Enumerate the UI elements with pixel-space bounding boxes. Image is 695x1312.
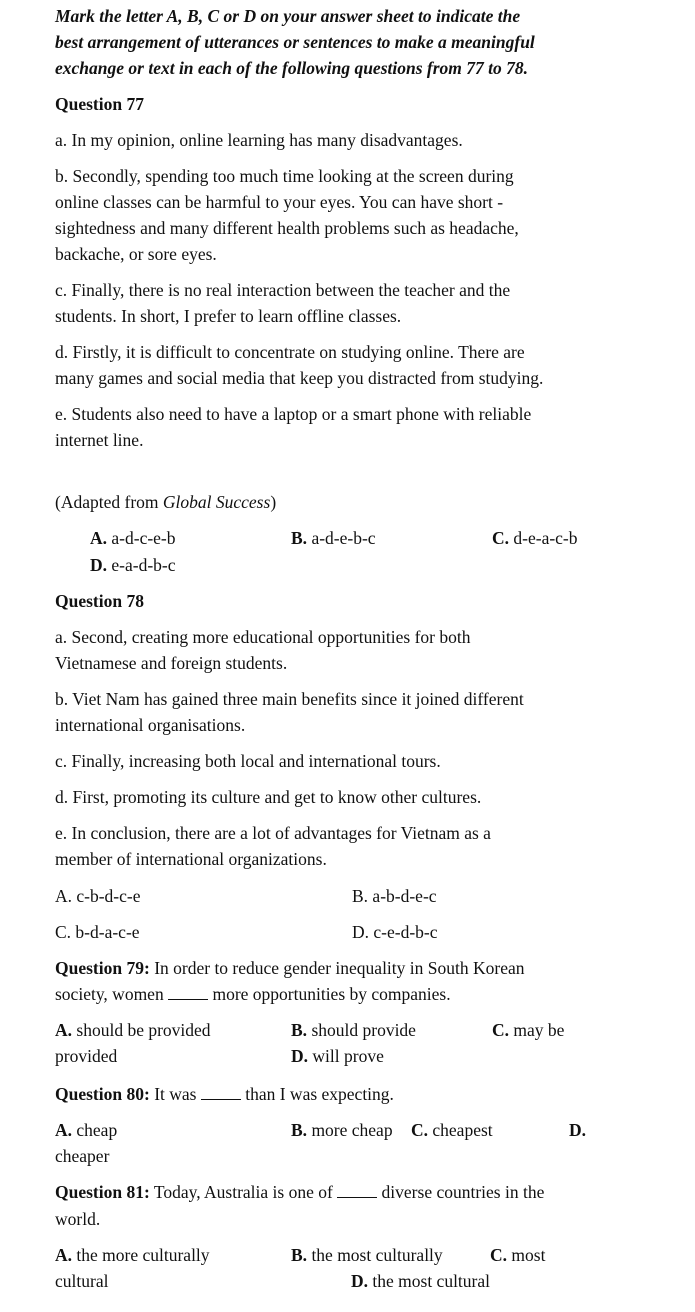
- q79-option-c[interactable]: [492, 1017, 564, 1043]
- option-text: a-d-e-b-c: [307, 528, 376, 548]
- q80-option-d[interactable]: [569, 1117, 586, 1143]
- option-text: should provide: [307, 1020, 416, 1040]
- q81-option-a[interactable]: [55, 1242, 210, 1268]
- q78-sentence-d: d. First, promoting its culture and get to know other cultures.: [55, 787, 482, 807]
- q80-option-c[interactable]: [411, 1117, 493, 1143]
- q81-stem-line-2: world.: [55, 1209, 101, 1229]
- option-text: may be: [509, 1020, 565, 1040]
- q78-title: Question 78: [55, 591, 144, 611]
- option-letter: A.: [55, 1245, 73, 1265]
- q78-sentence-a-line-2: Vietnamese and foreign students.: [55, 653, 288, 673]
- option-letter: B.: [291, 1120, 308, 1140]
- q78-option-b[interactable]: B. a-b-d-e-c: [352, 886, 437, 906]
- option-letter: C.: [490, 1245, 508, 1265]
- q77-option-b[interactable]: [291, 525, 376, 551]
- q79-text-2a: society, women: [55, 984, 169, 1004]
- q77-sentence-d-line-2: many games and social media that keep you distracted from studying.: [55, 368, 544, 388]
- q81-label: Question 81:: [55, 1182, 150, 1202]
- option-letter: B.: [291, 1020, 308, 1040]
- q77-option-d[interactable]: [90, 552, 176, 578]
- q77-source-prefix: (Adapted from: [55, 492, 163, 512]
- instructions-line-1: Mark the letter A, B, C or D on your answer sheet to indicate the: [55, 6, 521, 26]
- option-letter: A.: [55, 1020, 73, 1040]
- q78-sentence-a-line-1: a. Second, creating more educational opportunities for both: [55, 627, 471, 647]
- q77-option-c[interactable]: [492, 525, 578, 551]
- option-letter: C.: [492, 528, 510, 548]
- q77-sentence-c-line-1: c. Finally, there is no real interaction between the teacher and the: [55, 280, 511, 300]
- q77-sentence-d-line-1: d. Firstly, it is difficult to concentrate on studying online. There are: [55, 342, 525, 362]
- q77-sentence-e-line-2: internet line.: [55, 430, 144, 450]
- q77-sentence-b-line-1: b. Secondly, spending too much time looking at the screen during: [55, 166, 514, 186]
- option-text: a-d-c-e-b: [107, 528, 176, 548]
- option-letter: D.: [351, 1271, 369, 1291]
- q79-stem-line-2: [55, 981, 451, 1007]
- instructions-line-3: exchange or text in each of the following questions from 77 to 78.: [55, 58, 529, 78]
- q79-option-a[interactable]: [55, 1017, 211, 1043]
- q78-option-d[interactable]: D. c-e-d-b-c: [352, 922, 438, 942]
- q79-text-1: In order to reduce gender inequality in South Korean: [149, 958, 525, 978]
- q81-option-a-wrap: cultural: [55, 1271, 109, 1291]
- q77-source: [55, 489, 276, 515]
- option-text: the most cultural: [368, 1271, 491, 1291]
- q80-option-b[interactable]: [291, 1117, 393, 1143]
- q79-option-a-wrap: provided: [55, 1046, 118, 1066]
- q78-sentence-b-line-1: b. Viet Nam has gained three main benefits since it joined different: [55, 689, 524, 709]
- q79-option-d[interactable]: [291, 1043, 384, 1069]
- q78-option-a[interactable]: A. c-b-d-c-e: [55, 886, 141, 906]
- q77-sentence-e-line-1: e. Students also need to have a laptop or a smart phone with reliable: [55, 404, 532, 424]
- q78-sentence-e-line-1: e. In conclusion, there are a lot of advantages for Vietnam as a: [55, 823, 491, 843]
- option-letter: C.: [411, 1120, 429, 1140]
- q81-option-c[interactable]: [490, 1242, 545, 1268]
- option-text: most: [507, 1245, 546, 1265]
- q79-label: Question 79:: [55, 958, 150, 978]
- q77-source-title: Global Success: [162, 492, 271, 512]
- option-text: should be provided: [72, 1020, 211, 1040]
- option-text: cheap: [72, 1120, 118, 1140]
- q77-sentence-b-line-2: online classes can be harmful to your eyes. You can have short -: [55, 192, 504, 212]
- q77-option-a[interactable]: [90, 525, 176, 551]
- q80-option-a[interactable]: [55, 1117, 117, 1143]
- q81-text-2: diverse countries in the: [377, 1182, 545, 1202]
- option-letter: A.: [55, 1120, 73, 1140]
- q78-sentence-e-line-2: member of international organizations.: [55, 849, 327, 869]
- q78-option-c[interactable]: C. b-d-a-c-e: [55, 922, 140, 942]
- q77-sentence-b-line-4: backache, or sore eyes.: [55, 244, 217, 264]
- q81-text-1: Today, Australia is one of: [149, 1182, 338, 1202]
- q81-blank: [337, 1183, 377, 1198]
- option-letter: B.: [291, 1245, 308, 1265]
- option-text: cheapest: [428, 1120, 493, 1140]
- q80-stem: [55, 1081, 394, 1107]
- option-text: e-a-d-b-c: [107, 555, 176, 575]
- q78-sentence-c: c. Finally, increasing both local and international tours.: [55, 751, 441, 771]
- q79-option-b[interactable]: [291, 1017, 416, 1043]
- option-letter: B.: [291, 528, 308, 548]
- q80-text-1: It was: [149, 1084, 201, 1104]
- option-letter: D.: [291, 1046, 309, 1066]
- q81-option-b[interactable]: [291, 1242, 443, 1268]
- q77-sentence-b-line-3: sightedness and many different health problems such as headache,: [55, 218, 519, 238]
- instructions-line-2: best arrangement of utterances or sentences to make a meaningful: [55, 32, 535, 52]
- option-text: the more culturally: [72, 1245, 210, 1265]
- q81-stem-line-1: [55, 1179, 544, 1205]
- q77-source-suffix: ): [270, 492, 277, 512]
- q80-text-2: than I was expecting.: [240, 1084, 394, 1104]
- option-letter: D.: [90, 555, 108, 575]
- q80-option-d-wrap: cheaper: [55, 1146, 110, 1166]
- option-text: the most culturally: [307, 1245, 443, 1265]
- q81-option-d[interactable]: [351, 1268, 490, 1294]
- option-letter: D.: [569, 1120, 587, 1140]
- option-letter: A.: [90, 528, 108, 548]
- option-text: will prove: [308, 1046, 384, 1066]
- option-text: more cheap: [307, 1120, 393, 1140]
- q80-label: Question 80:: [55, 1084, 150, 1104]
- q80-blank: [201, 1085, 241, 1100]
- q79-stem-line-1: [55, 955, 524, 981]
- q77-sentence-a: a. In my opinion, online learning has many disadvantages.: [55, 130, 463, 150]
- q78-sentence-b-line-2: international organisations.: [55, 715, 246, 735]
- q77-title: Question 77: [55, 94, 144, 114]
- q79-blank: [168, 985, 208, 1000]
- q79-text-2b: more opportunities by companies.: [208, 984, 451, 1004]
- option-text: d-e-a-c-b: [509, 528, 578, 548]
- q77-sentence-c-line-2: students. In short, I prefer to learn offline classes.: [55, 306, 402, 326]
- option-letter: C.: [492, 1020, 510, 1040]
